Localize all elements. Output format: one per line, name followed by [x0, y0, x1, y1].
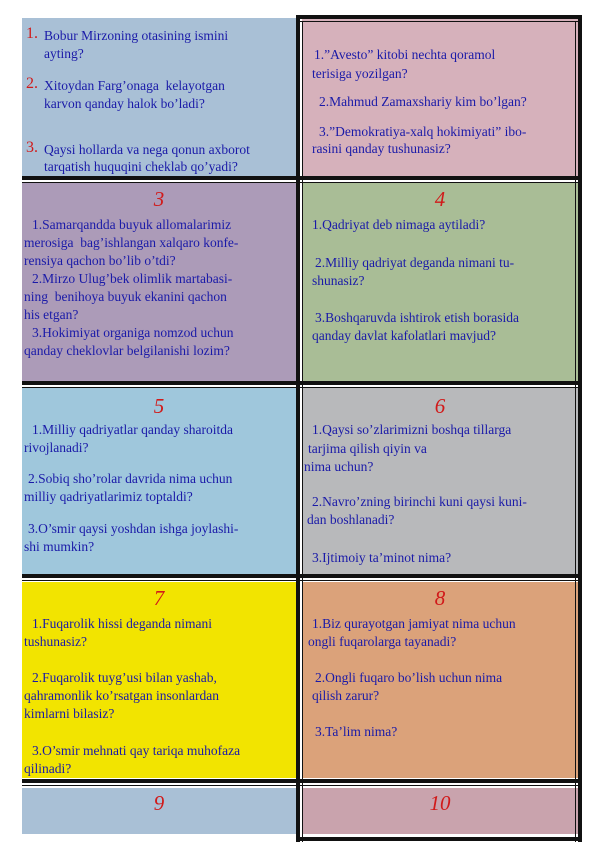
card-6-question-1-line-2: tarjima qilish qiyin va [308, 441, 427, 456]
card-number: 6 [434, 394, 446, 418]
card-2-question-2-line-1: 2.Mahmud Zamaxshariy kim bo’lgan? [319, 94, 527, 109]
card-1 [22, 18, 296, 176]
card-3-question-1-line-3: rensiya qachon bo’lib o’tdi? [24, 253, 176, 268]
frame-center [296, 15, 300, 842]
card-4-question-3-line-2: qanday davlat kafolatlari mavjud? [312, 328, 497, 343]
card-5-question-1-line-1: 1.Milliy qadriyatlar qanday sharoitda [32, 422, 233, 437]
card-7 [22, 582, 296, 778]
card-7-question-1-line-2: tushunasiz? [24, 634, 87, 649]
card-number: 7 [153, 586, 165, 610]
card-1-question-2 [26, 76, 38, 92]
card-1-question-3-line-1: Qaysi hollarda va nega qonun axborot [44, 142, 250, 157]
card-7-question-2-line-3: kimlarni bilasiz? [24, 706, 115, 721]
question-number: 1. [26, 25, 38, 42]
card-1-question-1 [26, 26, 38, 42]
card-6-question-1-line-1: 1.Qaysi so’zlarimizni boshqa tillarga [312, 422, 512, 437]
card-5-question-3-line-2: shi mumkin? [24, 539, 95, 554]
card-1-question-3 [26, 140, 38, 156]
divider-2 [22, 381, 582, 385]
question-number: 2. [26, 75, 38, 92]
card-4-question-2-line-1: 2.Milliy qadriyat deganda nimani tu- [315, 255, 515, 270]
card-8 [302, 582, 578, 778]
card-2 [302, 18, 578, 176]
card-8-question-1-line-2: ongli fuqarolarga tayanadi? [308, 634, 457, 649]
card-1-question-2-line-2: karvon qanday halok bo’ladi? [44, 96, 205, 111]
divider-4-thin [22, 785, 582, 786]
card-number: 4 [434, 187, 446, 211]
card-5 [22, 388, 296, 574]
card-3-question-3-line-1: 3.Hokimiyat organiga nomzod uchun [32, 325, 234, 340]
card-3-question-2-line-2: ning benihoya buyuk ekanini qachon [24, 289, 227, 304]
card-number: 8 [434, 586, 446, 610]
card-number: 3 [153, 187, 165, 211]
card-8-question-1-line-1: 1.Biz qurayotgan jamiyat nima uchun [312, 616, 516, 631]
card-4 [302, 183, 578, 381]
divider-1 [22, 176, 582, 180]
card-8-question-2-line-2: qilish zarur? [312, 688, 380, 703]
frame-top-thin [296, 21, 582, 22]
frame-top [296, 15, 582, 19]
divider-1-thin [22, 182, 582, 183]
divider-3-thin [22, 580, 582, 581]
card-1-question-1-line-1: Bobur Mirzoning otasining ismini [44, 28, 229, 43]
card-4-question-2-line-2: shunasiz? [312, 273, 365, 288]
card-5-question-1-line-2: rivojlanadi? [24, 440, 89, 455]
card-5-question-2-line-2: milliy qadriyatlarimiz toptaldi? [24, 489, 193, 504]
divider-3 [22, 574, 582, 578]
card-3-question-2-line-1: 2.Mirzo Ulug’bek olimlik martabasi- [32, 271, 233, 286]
card-3-question-2-line-3: his etgan? [24, 307, 79, 322]
card-7-question-3-line-2: qilinadi? [24, 761, 72, 776]
divider-2-thin [22, 387, 582, 388]
card-7-question-3-line-1: 3.O’smir mehnati qay tariqa muhofaza [32, 743, 241, 758]
card-4-question-3-line-1: 3.Boshqaruvda ishtirok etish borasida [315, 310, 519, 325]
card-8-question-3-line-1: 3.Ta’lim nima? [315, 724, 398, 739]
frame-center-thin [302, 21, 303, 842]
card-1-question-1-line-2: ayting? [44, 46, 84, 61]
card-4-question-1-line-1: 1.Qadriyat deb nimaga aytiladi? [312, 217, 486, 232]
card-6-question-2-line-1: 2.Navro’zning birinchi kuni qaysi kuni- [312, 494, 527, 509]
card-number: 5 [153, 394, 165, 418]
card-7-question-1-line-1: 1.Fuqarolik hissi deganda nimani [32, 616, 212, 631]
frame-right-thin [575, 21, 576, 842]
card-1-question-2-line-1: Xitoydan Farg’onaga kelayotgan [44, 78, 225, 93]
question-number: 3. [26, 139, 38, 156]
card-10 [302, 788, 578, 834]
card-2-question-1-line-1: 1.”Avesto” kitobi nechta qoramol [314, 47, 496, 62]
card-8-question-2-line-1: 2.Ongli fuqaro bo’lish uchun nima [315, 670, 503, 685]
card-3-question-1-line-2: merosiga bag’ishlangan xalqaro konfe- [24, 235, 239, 250]
card-7-question-2-line-1: 2.Fuqarolik tuyg’usi bilan yashab, [32, 670, 217, 685]
card-1-question-3-line-2: tarqatish huquqini cheklab qo’yadi? [44, 159, 238, 174]
card-5-question-2-line-1: 2.Sobiq sho’rolar davrida nima uchun [28, 471, 233, 486]
card-number: 9 [153, 791, 165, 815]
frame-right [578, 15, 582, 842]
card-3-question-3-line-2: qanday cheklovlar belgilanishi lozim? [24, 343, 230, 358]
card-2-question-1-line-2: terisiga yozilgan? [312, 66, 408, 81]
card-7-question-2-line-2: qahramonlik ko’rsatgan insonlardan [24, 688, 219, 703]
card-6-question-1-line-3: nima uchun? [304, 459, 374, 474]
frame-bottom [296, 837, 582, 841]
divider-4 [22, 779, 582, 783]
card-5-question-3-line-1: 3.O’smir qaysi yoshdan ishga joylashi- [28, 521, 239, 536]
card-2-question-3-line-2: rasini qanday tushunasiz? [312, 141, 451, 156]
card-3-question-1-line-1: 1.Samarqandda buyuk allomalarimiz [32, 217, 232, 232]
card-3 [22, 183, 296, 381]
card-6-question-2-line-2: dan boshlanadi? [307, 512, 395, 527]
card-2-question-3-line-1: 3.”Demokratiya-xalq hokimiyati” ibo- [319, 124, 527, 139]
card-6 [302, 388, 578, 574]
card-number: 10 [429, 791, 451, 815]
card-9 [22, 788, 296, 834]
card-6-question-3-line-1: 3.Ijtimoiy ta’minot nima? [312, 550, 452, 565]
